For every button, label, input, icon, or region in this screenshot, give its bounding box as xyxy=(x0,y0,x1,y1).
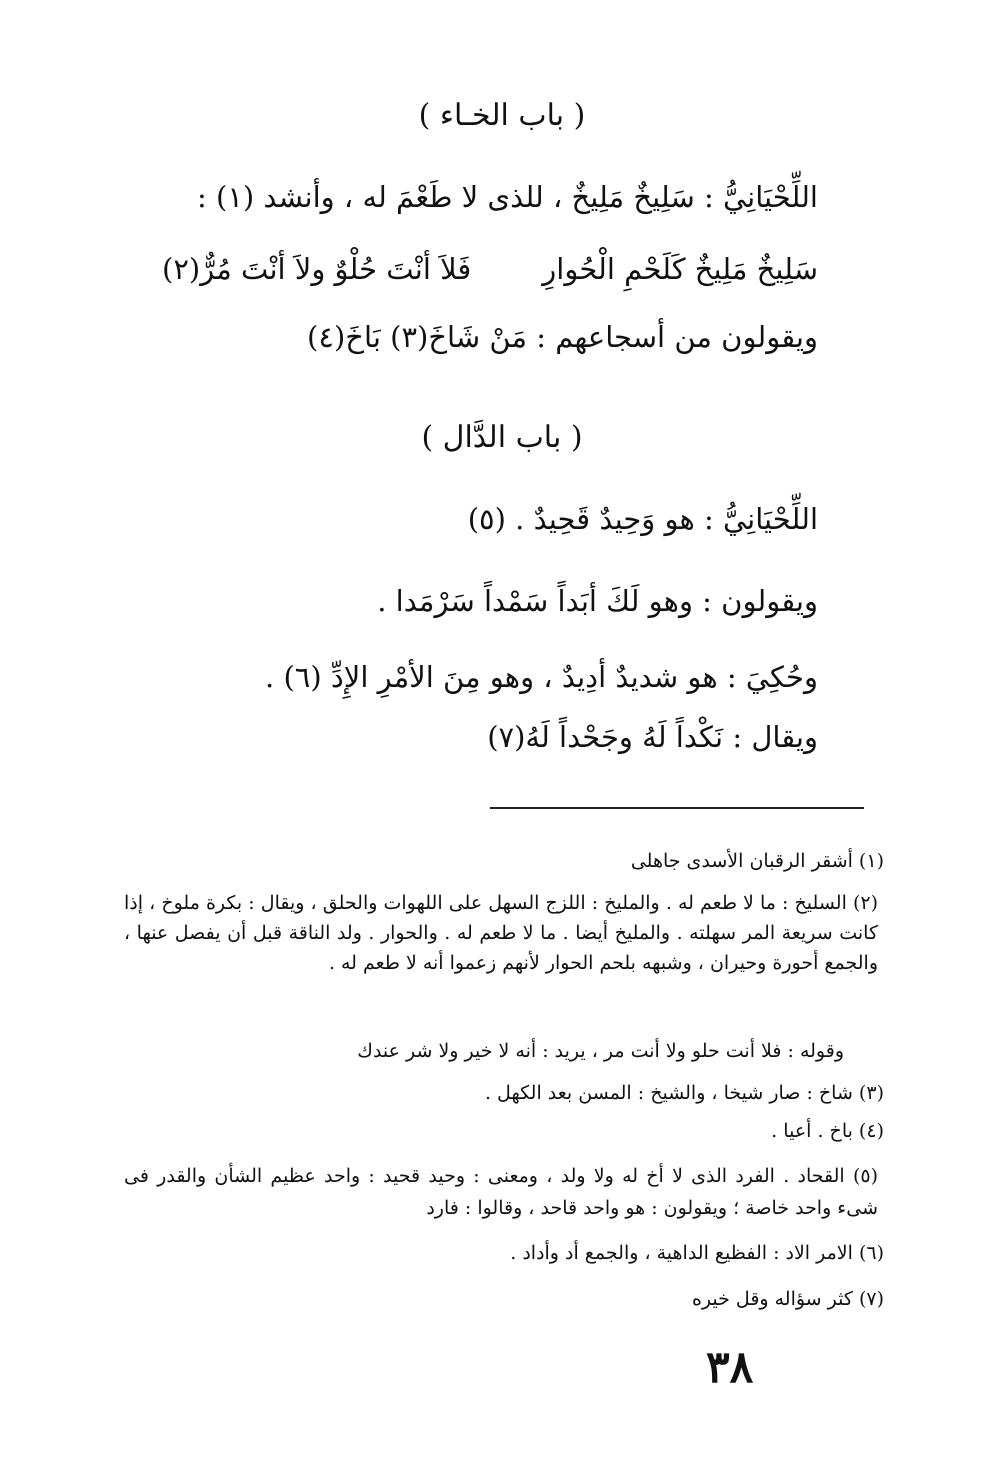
footnote-5: (٥) القحاد . الفرد الذى لا أخ له ولا ولد ، ومعنى : وحيد قحيد : واحد عظيم الشأن والقدر فى شىء واحد خاصة ؛ ويقولون : هو واحد قاحد ، وقالوا : فارد xyxy=(124,1165,878,1219)
poem-first-hemistich: سَلِيخٌ مَلِيخٌ كَلَحْمِ الْحُوارِ xyxy=(542,252,818,286)
page-number: ٣٨ xyxy=(706,1342,754,1393)
footnote-4: (٤) باخ . أعيا . xyxy=(771,1120,884,1142)
footnote-2: (٢) السليخ : ما لا طعم له . والمليخ : اللزج السهل على اللهوات والحلق ، ويقال : بكرة ملوخ ، إذا كانت سريعة المر سهلته . والمليخ أيضا . ما لا طعم له . والحوار . ولد الناقة قبل أن يفصل عنها ، والجمع أحورة وحيران ، وشبهه بلحم الحوار لأنهم زعموا أنه لا طعم له . xyxy=(124,892,878,974)
footnote-divider xyxy=(490,807,864,809)
dal-quote-line: وحُكِيَ : هو شديدٌ أدِيدٌ ، وهو مِنَ الأمْرِ الإِدِّ (٦) . xyxy=(265,660,818,694)
footnote-2-quote: وقوله : فلا أنت حلو ولا أنت مر ، يريد : أنه لا خير ولا شر عندك xyxy=(357,1040,844,1062)
footnote-1: (١) أشقر الرقبان الأسدى جاهلى xyxy=(630,850,884,872)
footnote-7: (٧) كثر سؤاله وقل خيره xyxy=(691,1288,884,1310)
poem-second-hemistich: فَلاَ أنْتَ حُلْوٌ ولاَ أنْتَ مُرٌّ(٢) xyxy=(162,252,472,286)
chapter-heading-dal: ( باب الدَّال ) xyxy=(421,420,583,455)
footnote-3: (٣) شاخ : صار شيخا ، والشيخ : المسن بعد الكهل . xyxy=(484,1082,884,1104)
dal-saying-line: ويقولون : وهو لَكَ أبَداً سَمْداً سَرْمَدا . xyxy=(377,584,818,618)
footnote-6: (٦) الامر الاد : الفظيع الداهية ، والجمع أد وأداد . xyxy=(510,1242,884,1264)
dal-said-line: ويقال : نَكْداً لَهُ وجَحْداً لَهُ(٧) xyxy=(487,720,818,754)
kha-entry-line: اللِّحْيَانِيُّ : سَلِيخٌ مَلِيخٌ ، للذى لا طَعْمَ له ، وأنشد (١) : xyxy=(197,180,818,214)
kha-saying-line: ويقولون من أسجاعهم : مَنْ شَاخَ(٣) بَاخَ(٤) xyxy=(307,320,818,354)
dal-entry-line: اللِّحْيَانِيُّ : هو وَحِيدٌ قَحِيدٌ . (٥) xyxy=(467,502,818,536)
chapter-heading-kha: ( باب الخـاء ) xyxy=(418,98,586,133)
